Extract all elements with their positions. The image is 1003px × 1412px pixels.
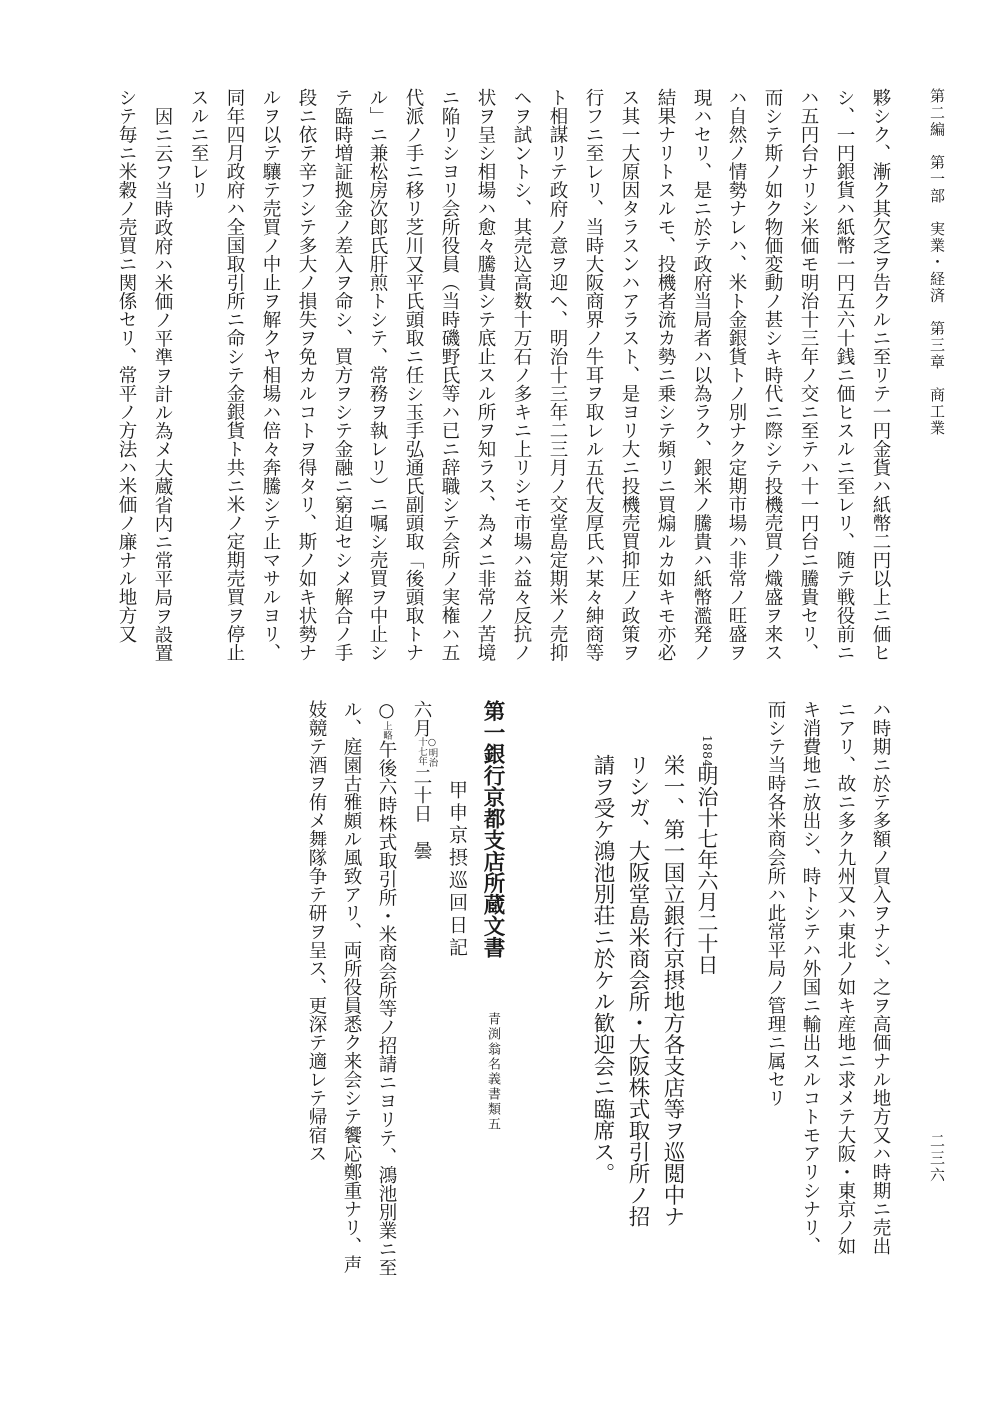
omission-marker: ○	[376, 700, 397, 721]
entry-summary-line: 請ヲ受ケ鴻池別荘ニ於ケル歓迎会ニ臨席ス。	[590, 754, 615, 1184]
text-line: スルニ至レリ	[188, 88, 209, 199]
text-line: 結果ナリトスルモ、投機者流カ勢ニ乗シテ頻リニ買煽ルカ如キモ亦必	[655, 88, 676, 662]
text-line: ハ自然ノ情勢ナレハ、米ト金銀貨トノ別ナク定期市場ハ非常ノ旺盛ヲ	[726, 88, 747, 662]
text-line: ハ時期ニ於テ多額ノ買入ヲナシ、之ヲ高価ナル地方又ハ時期ニ売出	[870, 700, 891, 1255]
diary-title: 甲申京摂巡回日記	[446, 780, 468, 960]
text-line: ハ五円台ナリシ米価モ明治十三年ノ交ニ至テハ十一円台ニ騰貴セリ、	[798, 88, 819, 662]
era-annotation-line: ○明治	[426, 737, 438, 767]
entry-date: 明治十七年六月二十日	[695, 765, 719, 975]
text-line: 而シテ斯ノ如ク物価変動ノ甚シキ時代ニ際シテ投機売買ノ熾盛ヲ来ス	[762, 88, 783, 662]
text-line: シ、一円銀貨ハ紙幣一円五六十銭ニ価ヒスルニ至レリ、随テ戦役前ニ	[834, 88, 855, 662]
text-line: 現ハセリ、是ニ於テ政府当局者ハ以為ラク、銀米ノ騰貴ハ紙幣濫発ノ	[691, 88, 712, 662]
text-line: シテ毎ニ米穀ノ売買ニ関係セリ、常平ノ方法ハ米価ノ廉ナル地方又	[116, 88, 137, 643]
text-line: 代派ノ手ニ移リ芝川又平氏頭取ニ任シ玉手弘通氏副頭取「後頭取トナ	[403, 88, 424, 662]
diary-day-weather: 二十日 曇	[411, 767, 432, 860]
page-number: 二三六	[928, 1133, 946, 1184]
text-line: 同年四月政府ハ全国取引所ニ命シテ金銀貨ト共ニ米ノ定期売買ヲ停止	[224, 88, 245, 662]
text-line: 夥シク、漸ク其欠乏ヲ告クルニ至リテ一円金貨ハ紙幣二円以上ニ価ヒ	[870, 88, 891, 662]
era-annotation-line: 十七年	[416, 737, 427, 766]
text-line: ヘヲ試ントシ、其売込高数十万石ノ多キニ上リシモ市場ハ益々反抗ノ	[511, 88, 532, 662]
entry-summary-line: 栄一、第一国立銀行京摂地方各支店等ヲ巡閲中ナ	[660, 754, 685, 1227]
diary-line: ル、庭園古雅頗ル風致アリ、両所役員悉ク来会シテ饗応鄭重ナリ、声	[341, 700, 362, 1274]
text-line: 因ニ云フ当時政府ハ米価ノ平準ヲ計ル為メ大蔵省内ニ常平局ヲ設置	[152, 106, 173, 662]
text-line: ルヲ以テ驤テ売買ノ中止ヲ解クヤ相場ハ倍々奔騰シテ止マサルヨリ、	[260, 88, 281, 662]
era-annotation	[416, 737, 437, 767]
text-line: 而シテ当時各米商会所ハ此常平局ノ管理ニ属セリ	[765, 700, 786, 1107]
text-line: ト相謀リテ政府ノ意ヲ迎ヘ、明治十三年二三月ノ交堂島定期米ノ売抑	[547, 88, 568, 662]
text-line: ス其一大原因タラスンハアラスト、是ヨリ大ニ投機売買抑圧ノ政策ヲ	[619, 88, 640, 662]
diary-line-text: 午後六時株式取引所・米商会所等ノ招請ニヨリテ、鴻池別業ニ至	[376, 740, 397, 1277]
text-line: キ消費地ニ放出シ、時トシテハ外国ニ輸出スルコトモアリシナリ、	[800, 700, 821, 1255]
text-line: 行フニ至レリ、当時大阪商界ノ牛耳ヲ取レル五代友厚氏ハ某々紳商等	[583, 88, 604, 662]
omission-note: 上略	[381, 721, 392, 740]
text-line: ニアリ、故ニ多ク九州又ハ東北ノ如キ産地ニ求メテ大阪・東京ノ如	[835, 700, 856, 1255]
entry-summary-line: リシガ、大阪堂島米商会所・大阪株式取引所ノ招	[625, 754, 650, 1227]
western-year: 1884	[700, 735, 714, 768]
diary-line: 妓競テ酒ヲ侑メ舞隊争テ研ヲ呈ス、更深テ適レテ帰宿ス	[306, 700, 327, 1163]
source-note: 青渕翁名義書類五	[485, 1012, 500, 1132]
text-line: ル」ニ兼松房次郎氏肝煎トシテ、常務ヲ執レリ）ニ嘱シ売買ヲ中止シ	[367, 88, 388, 662]
text-line: ニ陥リシヨリ会所役員（当時磯野氏等ハ已ニ辞職シテ会所ノ実権ハ五	[439, 88, 460, 662]
text-line: 状ヲ呈シ相場ハ愈々騰貴シテ底止スル所ヲ知ラス、為メニ非常ノ苦境	[475, 88, 496, 662]
diary-month: 六月	[411, 700, 432, 737]
source-title: 第一銀行京都支店所蔵文書	[480, 700, 505, 958]
text-line: 段ニ依テ辛フシテ多大ノ損失ヲ免カルコトヲ得タリ、斯ノ如キ状勢ナ	[296, 88, 317, 662]
diary-line	[375, 700, 397, 1277]
text-line: テ臨時増証拠金ノ差入ヲ命シ、買方ヲシテ金融ニ窮迫セシメ解合ノ手	[332, 88, 353, 662]
running-head: 第二編 第一部 実業・経済 第三章 商工業	[928, 88, 946, 437]
diary-date-line	[410, 700, 437, 860]
